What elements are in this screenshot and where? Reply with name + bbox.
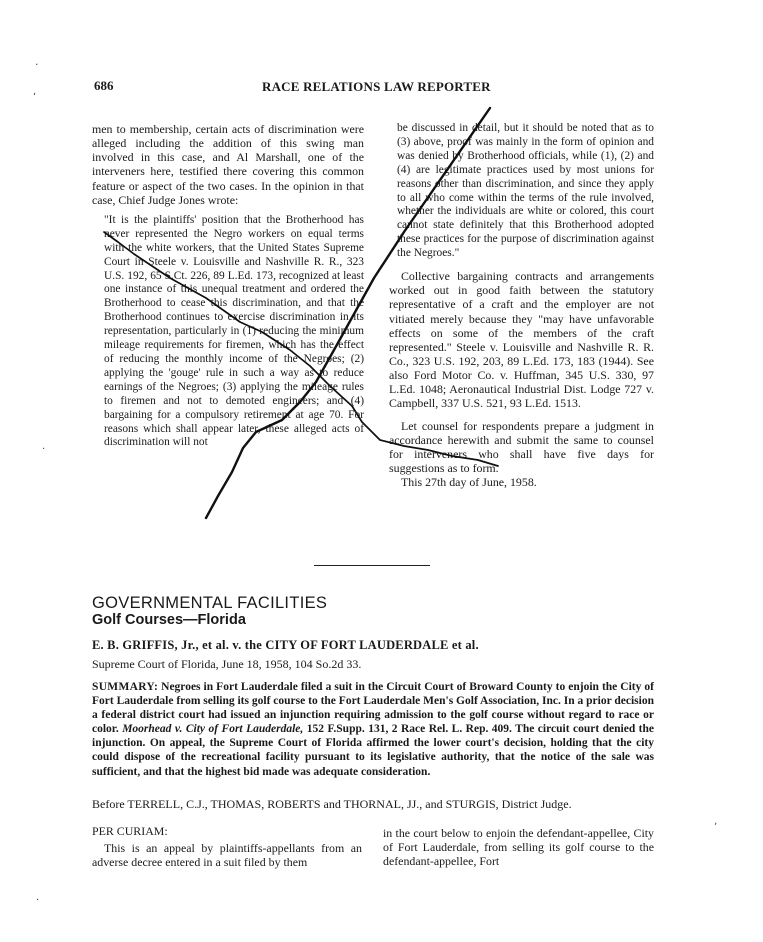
left-column bbox=[92, 122, 364, 450]
running-title: RACE RELATIONS LAW REPORTER bbox=[262, 79, 491, 94]
section-divider bbox=[314, 565, 430, 566]
margin-speck: · bbox=[42, 444, 46, 455]
court-citation-line: Supreme Court of Florida, June 18, 1958, 104 So.2d 33. bbox=[92, 657, 362, 671]
left-intro-paragraph: men to membership, certain acts of discrimination were alleged including the addition of this swing man involved in this case, and Al Marshall, one of the interveners here, testified there covering this common feature or aspect of the two cases. In the opinion in that case, Chief Judge Jones wrote: bbox=[92, 122, 364, 207]
margin-speck: · bbox=[35, 58, 39, 71]
collective-bargaining-paragraph: Collective bargaining contracts and arrangements worked out in good faith between the statutory representative of a craft and the employer are not vitiated merely because they "may have unfavorable effects on some of the members of the craft represented." Steele v. Louisville and Nashville R. R. Co., 323 U.S. 192, 203, 89 L.Ed. 173, 183 (1944). See also Ford Motor Co. v. Huffman, 345 U.S. 330, 97 L.Ed. 1048; Aeronautical Industrial Dist. Lodge 727 v. Campbell, 337 U.S. 521, 93 L.Ed. 1513. bbox=[389, 269, 654, 411]
opinion-right-column bbox=[383, 826, 654, 869]
opinion-left-column bbox=[92, 824, 362, 870]
case-caption: E. B. GRIFFIS, Jr., et al. v. the CITY OF FORT LAUDERDALE et al. bbox=[92, 638, 479, 652]
right-column bbox=[389, 122, 654, 489]
summary-text-2: 152 F.Supp. 131, 2 Race Rel. L. Rep. 409. The circuit court denied the injunction. On appeal, the Supreme Court of Florida affirmed the lower court's decision, holding that the city could dispose of the recreational facility pursuant to its legislative authority, that the notice of the sale was sufficient, and that the highest bid made was adequate consideration. bbox=[92, 723, 655, 778]
opinion-right-text: in the court below to enjoin the defendant-appellee, City of Fort Lauderdale, from selling its golf course to the defendant-appellee, Fort bbox=[383, 826, 654, 869]
left-quote-paragraph: "It is the plaintiffs' position that the Brotherhood has never represented the Negro workers on equal terms with the white workers, that the United States Supreme Court in Steele v. Louisville and Nashville R. R., 323 U.S. 192, 65 S.Ct. 226, 89 L.Ed. 173, recognized at least one instance of this unequal treatment and ordered the Brotherhood to cease this discrimination, and that the Brotherhood continues to exercise discrimination in its representation, particularly in (1) reducing the minimum mileage requirements for firemen, which has the effect of reducing the monthly income of the Negroes; (2) applying the 'gouge' rule in such a way as to reduce earnings of the Negroes; (3) applying the mileage rules to firemen and not to demoted engineers; and (4) bargaining for a compulsory retirement at age 70. For reasons which shall appear later, these alleged acts of discrimination will not bbox=[104, 213, 364, 449]
judges-line: Before TERRELL, C.J., THOMAS, ROBERTS and THORNAL, JJ., and STURGIS, District Judge. bbox=[92, 797, 572, 811]
page-number: 686 bbox=[94, 78, 114, 93]
per-curiam-heading: PER CURIAM: bbox=[92, 824, 168, 838]
summary-paragraph bbox=[92, 680, 654, 779]
section-subheading: Golf Courses—Florida bbox=[92, 612, 246, 628]
summary-label: SUMMARY: bbox=[92, 681, 159, 693]
margin-speck: ʼ bbox=[714, 822, 718, 833]
opinion-left-text: This is an appeal by plaintiffs-appellants from an adverse decree entered in a suit filed by them bbox=[92, 841, 362, 870]
date-line: This 27th day of June, 1958. bbox=[401, 475, 537, 490]
margin-speck: ʻ bbox=[33, 92, 37, 103]
summary-cited-case: Moorhead v. City of Fort Lauderdale, bbox=[122, 723, 304, 736]
judgment-paragraph: Let counsel for respondents prepare a judgment in accordance herewith and submit the same to counsel for interveners who shall have five days for suggestions as to form. bbox=[389, 418, 654, 476]
section-heading: GOVERNMENTAL FACILITIES bbox=[92, 594, 328, 612]
summary-text-1: Negroes in Fort Lauderdale filed a suit in the Circuit Court of Broward County to enjoin the City of Fort Lauderdale from selling its golf course to the Fort Lauderdale Men's Golf Association, Inc. In a prior decision a federal district court had issued an injunction requiring admission to the golf course without regard to race or color. bbox=[92, 681, 655, 736]
right-quote-continuation: be discussed in detail, but it should be noted that as to (3) above, proof was mainly in the form of opinion and was denied by Brotherhood officials, while (1), (2) and (4) are legitimate practices used by most unions for reasons other than discrimination, and since they apply to all who come within the terms of the rule involved, whether the individuals are white or colored, this court cannot state definitely that this Brotherhood adopted these practices for the purpose of discrimination against the Negroes." bbox=[397, 122, 654, 260]
margin-speck: · bbox=[36, 895, 40, 906]
